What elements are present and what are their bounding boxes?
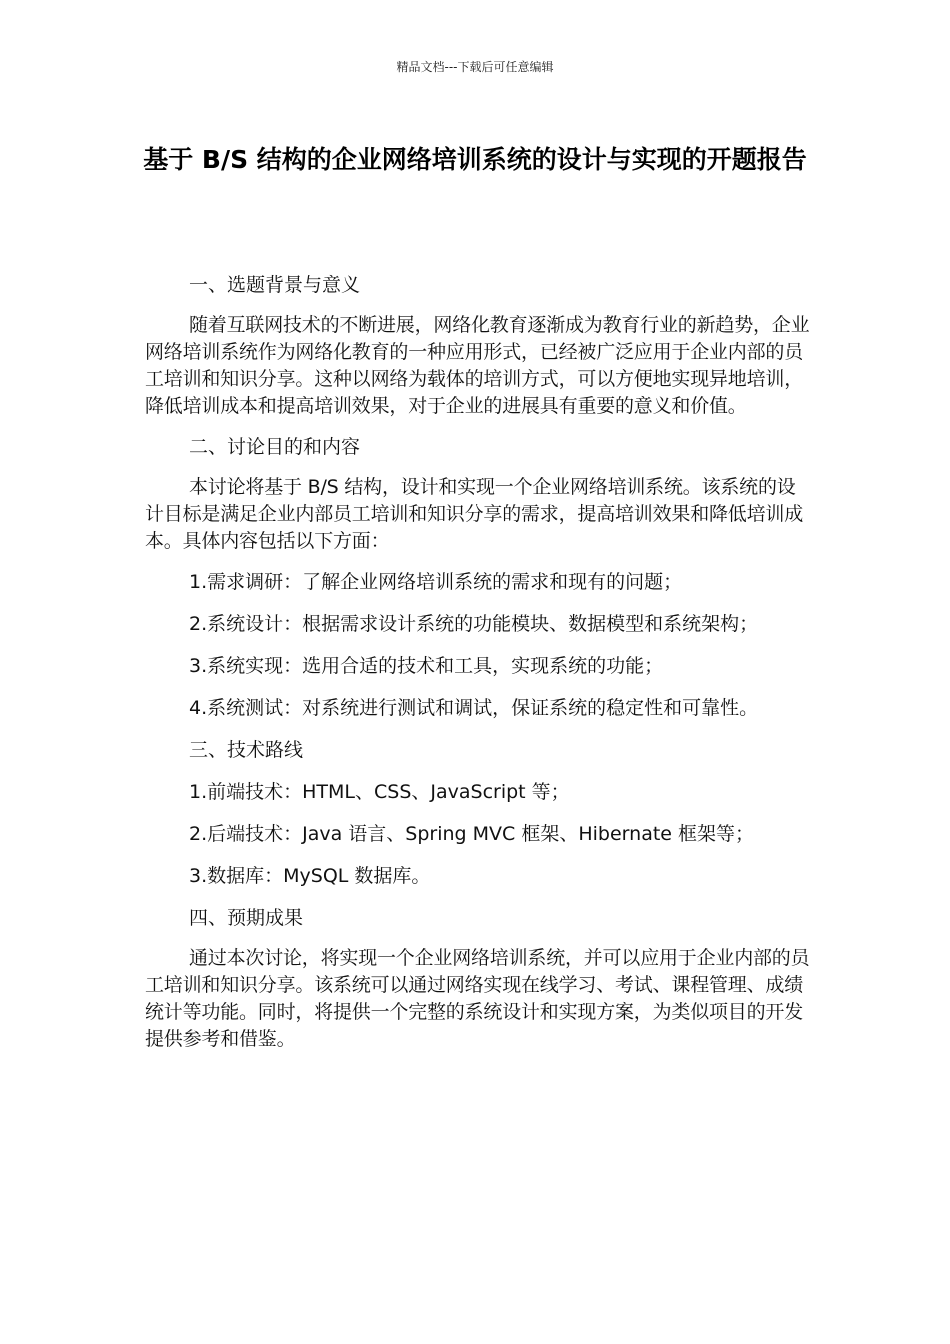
document-body xyxy=(145,270,810,1065)
list-item: 4.系统测试：对系统进行测试和调试，保证系统的稳定性和可靠性。 xyxy=(189,697,759,719)
section-paragraph-outcomes: 通过本次讨论，将实现一个企业网络培训系统，并可以应用于企业内部的员工培训和知识分享。该系统可以通过网络实现在线学习、考试、课程管理、成绩统计等功能。同时，将提供一个完整的系统设计和实现方案，为类似项目的开发提供参考和借鉴。 xyxy=(145,947,810,1050)
section-paragraph-background: 随着互联网技术的不断进展，网络化教育逐渐成为教育行业的新趋势，企业网络培训系统作为网络化教育的一种应用形式，已经被广泛应用于企业内部的员工培训和知识分享。这种以网络为载体的培训方式，可以方便地实现异地培训，降低培训成本和提高培训效果，对于企业的进展具有重要的意义和价值。 xyxy=(145,314,810,417)
list-item: 1.前端技术：HTML、CSS、JavaScript 等； xyxy=(189,781,570,803)
section-heading-purpose: 二、讨论目的和内容 xyxy=(189,436,361,458)
list-item: 1.需求调研：了解企业网络培训系统的需求和现有的问题； xyxy=(189,571,683,593)
document-title: 基于 B/S 结构的企业网络培训系统的设计与实现的开题报告 xyxy=(143,145,807,174)
section-paragraph-purpose: 本讨论将基于 B/S 结构，设计和实现一个企业网络培训系统。该系统的设计目标是满足企业内部员工培训和知识分享的需求，提高培训效果和降低培训成本。具体内容包括以下方面： xyxy=(145,476,804,552)
list-item: 2.系统设计：根据需求设计系统的功能模块、数据模型和系统架构； xyxy=(189,613,759,635)
list-item: 3.系统实现：选用合适的技术和工具，实现系统的功能； xyxy=(189,655,664,677)
header-note: 精品文档---下载后可任意编辑 xyxy=(396,60,554,74)
section-heading-technology: 三、技术路线 xyxy=(189,739,304,761)
section-heading-background: 一、选题背景与意义 xyxy=(189,274,361,296)
section-heading-outcomes: 四、预期成果 xyxy=(189,907,304,929)
list-item: 3.数据库：MySQL 数据库。 xyxy=(189,865,431,887)
list-item: 2.后端技术：Java 语言、Spring MVC 框架、Hibernate 框架等； xyxy=(189,823,755,845)
